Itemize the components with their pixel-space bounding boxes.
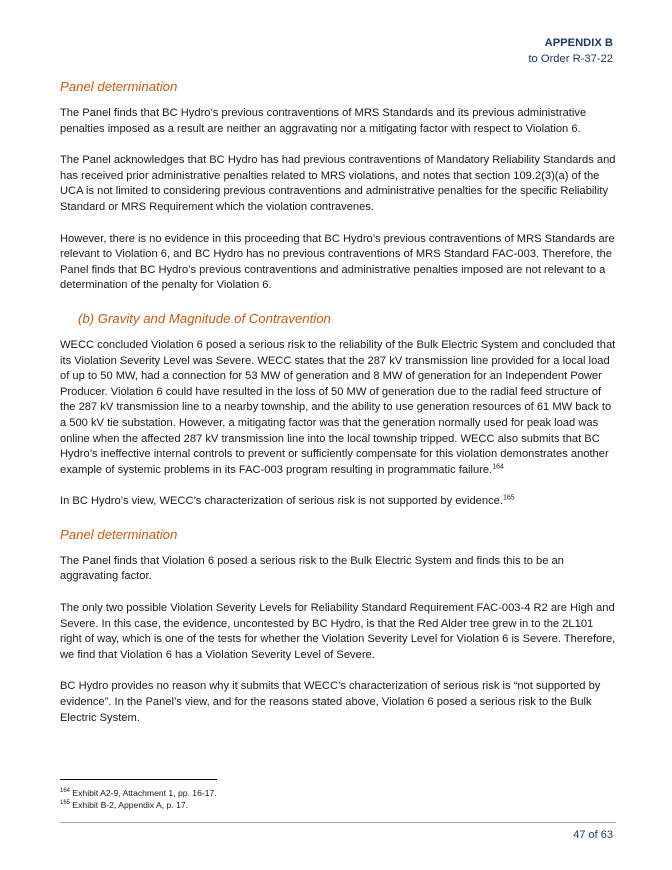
footnote-165 <box>60 799 217 811</box>
footnote-text: Exhibit A2-9, Attachment 1, pp. 16-17. <box>70 788 217 798</box>
footnote-ref-165[interactable]: 165 <box>502 494 515 502</box>
document-body <box>60 78 616 742</box>
footnote-number: 164 <box>60 788 71 795</box>
order-reference: to Order R-37-22 <box>528 53 613 65</box>
paragraph <box>60 494 616 510</box>
panel-determination-heading: Panel determination <box>60 79 178 94</box>
paragraph: The only two possible Violation Severity Levels for Reliability Standard Requirement FAC-003-4 R2 are High and Severe. In this case, the evidence, uncontested by BC Hydro, is that the Red Alder tree grew in to the 2L101 right of way, which is one of the tests for whether the Violation Severity Level for Violation 6 is Severe. Therefore, we find that Violation 6 has a Violation Severity Level of Severe. <box>60 602 616 661</box>
gravity-magnitude-heading: (b) Gravity and Magnitude of Contravention <box>78 310 331 326</box>
footnote-text: Exhibit B-2, Appendix A, p. 17. <box>70 800 189 810</box>
paragraph: However, there is no evidence in this proceeding that BC Hydro’s previous contraventions of MRS Standards are relevant to Violation 6, and BC Hydro has no previous contraventions of MRS Standard FAC-003. Therefore, the Panel finds that BC Hydro’s previous contraventions and administrative penalties imposed are not relevant to a determination of the penalty for Violation 6. <box>60 232 615 292</box>
footnote-number: 165 <box>60 800 71 807</box>
paragraph: The Panel acknowledges that BC Hydro has had previous contraventions of Mandatory Reliability Standards and has received prior administrative penalties related to MRS violations, and notes that section 109.2(3)(a) of the UCA is not limited to considering previous contraventions and administrative penalties for the specific Reliability Standard or MRS Requirement which the violation contravenes. <box>60 154 616 213</box>
paragraph: The Panel finds that Violation 6 posed a serious risk to the Bulk Electric System and finds this to be an aggravating factor. <box>60 554 564 583</box>
paragraph-text: In BC Hydro’s view, WECC’s characterization of serious risk is not supported by evidence. <box>60 495 503 508</box>
panel-determination-heading-2: Panel determination <box>60 526 178 542</box>
footnote-divider <box>60 779 217 780</box>
paragraph: BC Hydro provides no reason why it submits that WECC’s characterization of serious risk is “not supported by evidence”. In the Panel’s view, and for the reasons stated above, Violation 6 posed a serious risk to the Bulk Electric System. <box>60 680 601 724</box>
page-header <box>528 35 613 67</box>
footnotes <box>60 787 217 811</box>
paragraph-text: WECC concluded Violation 6 posed a serious risk to the reliability of the Bulk Electric System and concluded that its Violation Severity Level was Severe. WECC states that the 287 kV transmission line provided for a local load of up to 50 MW, had a connection for 53 MW of generation and 8 MW of generation for an Independent Power Producer. Violation 6 could have resulted in the loss of 50 MW of generation due to the radial feed structure of the 287 kV transmission line to a nearby township, and the ability to use generation resources of 61 MW back to a 500 kV tie substation. However, a mitigating factor was that the generation normally used for peak load was online when the affected 287 kV transmission line into the local township tripped. WECC also submits that BC Hydro’s ineffective internal controls to prevent or sufficiently compensate for this violation demonstrates another example of systemic problems in its FAC-003 program resulting in programmatic failure. <box>60 338 616 476</box>
paragraph: The Panel finds that BC Hydro’s previous contraventions of MRS Standards and its previous administrative penalties imposed as a result are neither an aggravating nor a mitigating factor with respect to Violation 6. <box>60 107 587 135</box>
page-number: 47 of 63 <box>573 829 613 841</box>
paragraph <box>60 338 616 478</box>
footnote-164 <box>60 787 217 799</box>
footnote-ref-164[interactable]: 164 <box>492 462 504 470</box>
page-footer-divider <box>60 822 616 823</box>
appendix-label: APPENDIX B <box>544 37 613 49</box>
